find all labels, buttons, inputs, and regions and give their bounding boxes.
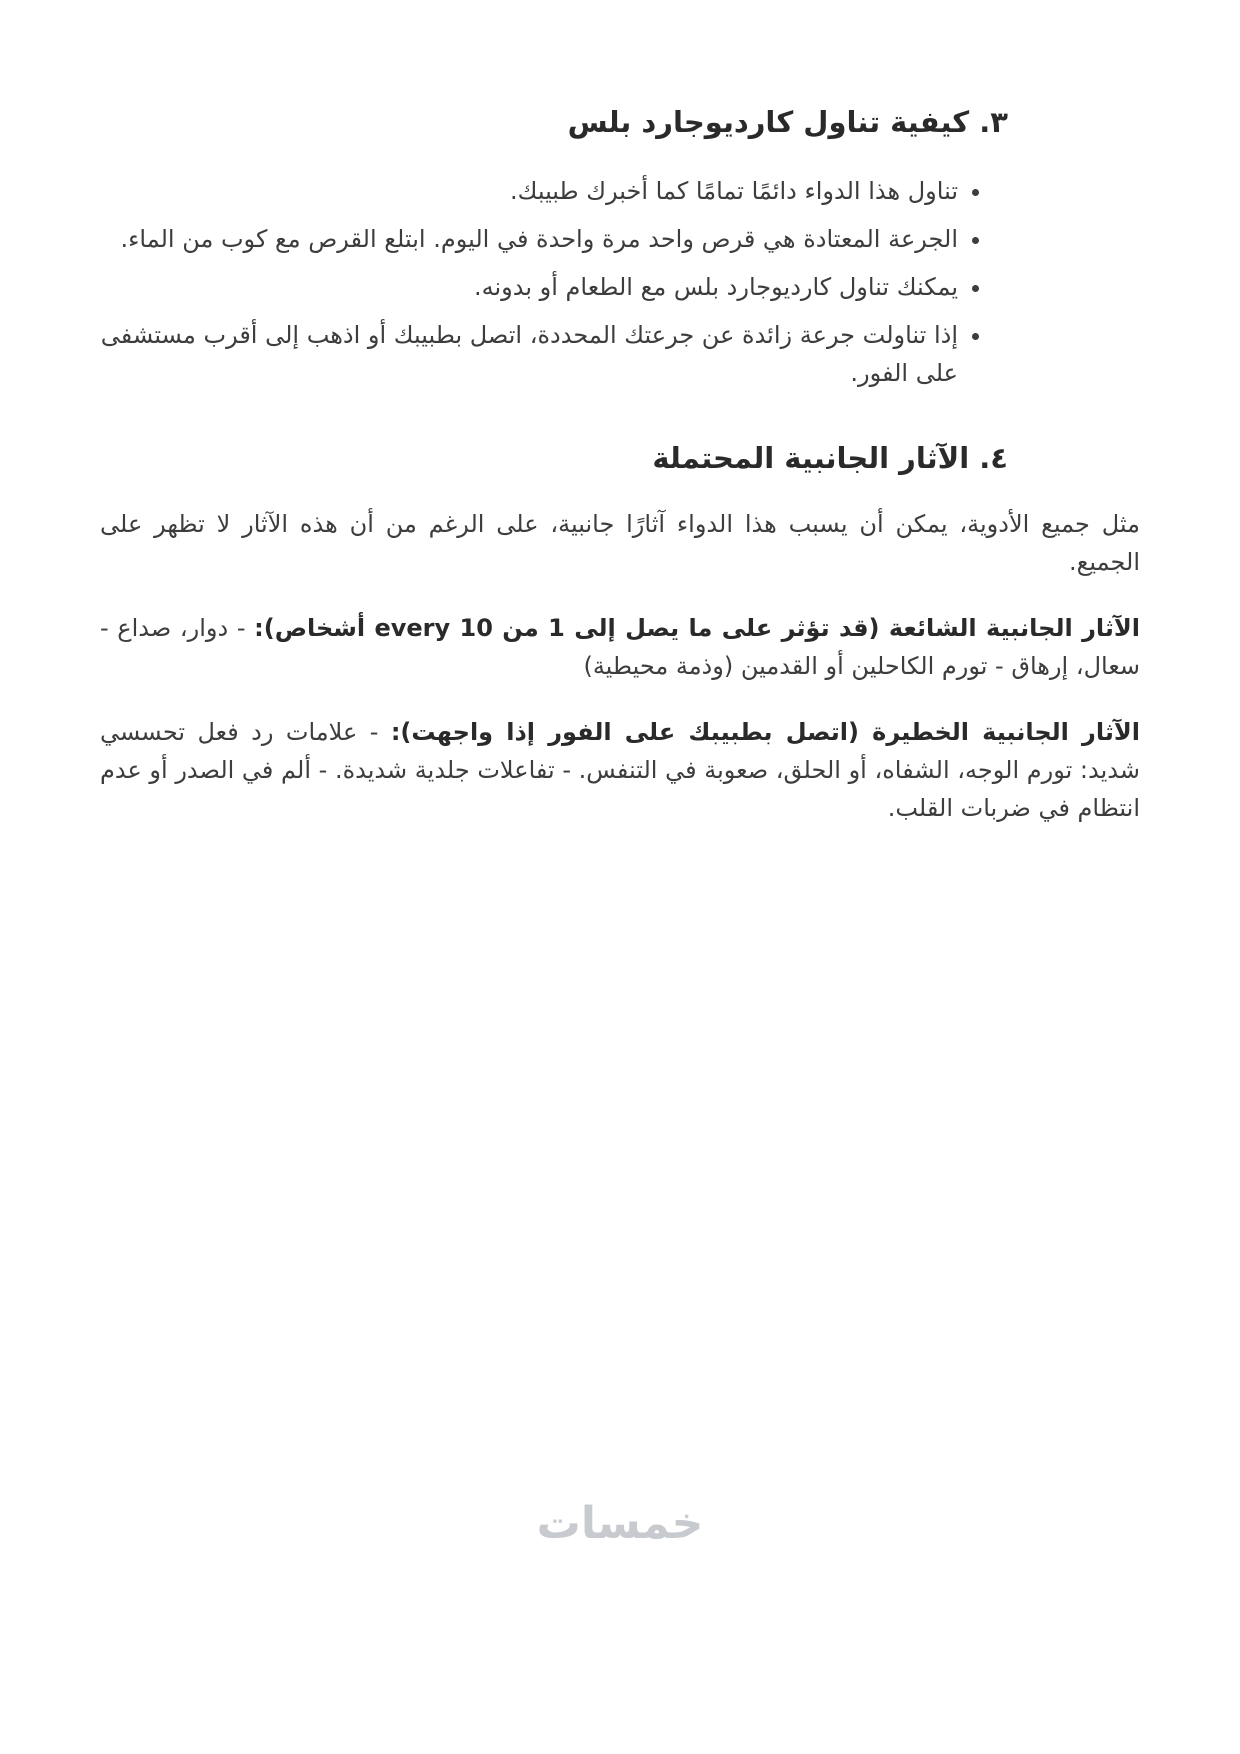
side-effects-intro-paragraph: مثل جميع الأدوية، يمكن أن يسبب هذا الدواء آثارًا جانبية، على الرغم من أن هذه الآثار لا تظهر على الجميع. — [100, 510, 1140, 577]
serious-side-effects-paragraph — [100, 713, 1140, 827]
common-side-effects-text: - دوار، صداع - سعال، إرهاق - تورم الكاحلين أو القدمين (وذمة محيطية) — [100, 614, 1140, 681]
list-item: • إذا تناولت جرعة زائدة عن جرعتك المحددة، اتصل بطبيبك أو اذهب إلى أقرب مستشفى على الفور. — [100, 316, 958, 392]
list-item: • الجرعة المعتادة هي قرص واحد مرة واحدة في اليوم. ابتلع القرص مع كوب من الماء. — [100, 220, 958, 258]
serious-side-effects-text: - علامات رد فعل تحسسي شديد: تورم الوجه، الشفاه، أو الحلق، صعوبة في التنفس. - تفاعلات جلدية شديدة. - ألم في الصدر أو عدم انتظام في ضربات القلب. — [100, 718, 1140, 823]
common-side-effects-lead: الآثار الجانبية الشائعة (قد تؤثر على ما يصل إلى 1 من every 10 أشخاص): — [254, 614, 1141, 643]
khamsat-watermark-logo: خمسات — [536, 1498, 704, 1549]
how-to-take-bullet-list — [100, 172, 988, 392]
section-heading-side-effects: ٤. الآثار الجانبية المحتملة — [652, 440, 1008, 475]
list-item: • يمكنك تناول كارديوجارد بلس مع الطعام أو بدونه. — [100, 268, 958, 306]
common-side-effects-paragraph — [100, 609, 1140, 685]
serious-side-effects-lead: الآثار الجانبية الخطيرة (اتصل بطبيبك على الفور إذا واجهت): — [390, 718, 1140, 747]
section-heading-how-to-take: ٣. كيفية تناول كارديوجارد بلس — [567, 105, 1008, 139]
list-item: • تناول هذا الدواء دائمًا تمامًا كما أخبرك طبيبك. — [100, 172, 958, 210]
